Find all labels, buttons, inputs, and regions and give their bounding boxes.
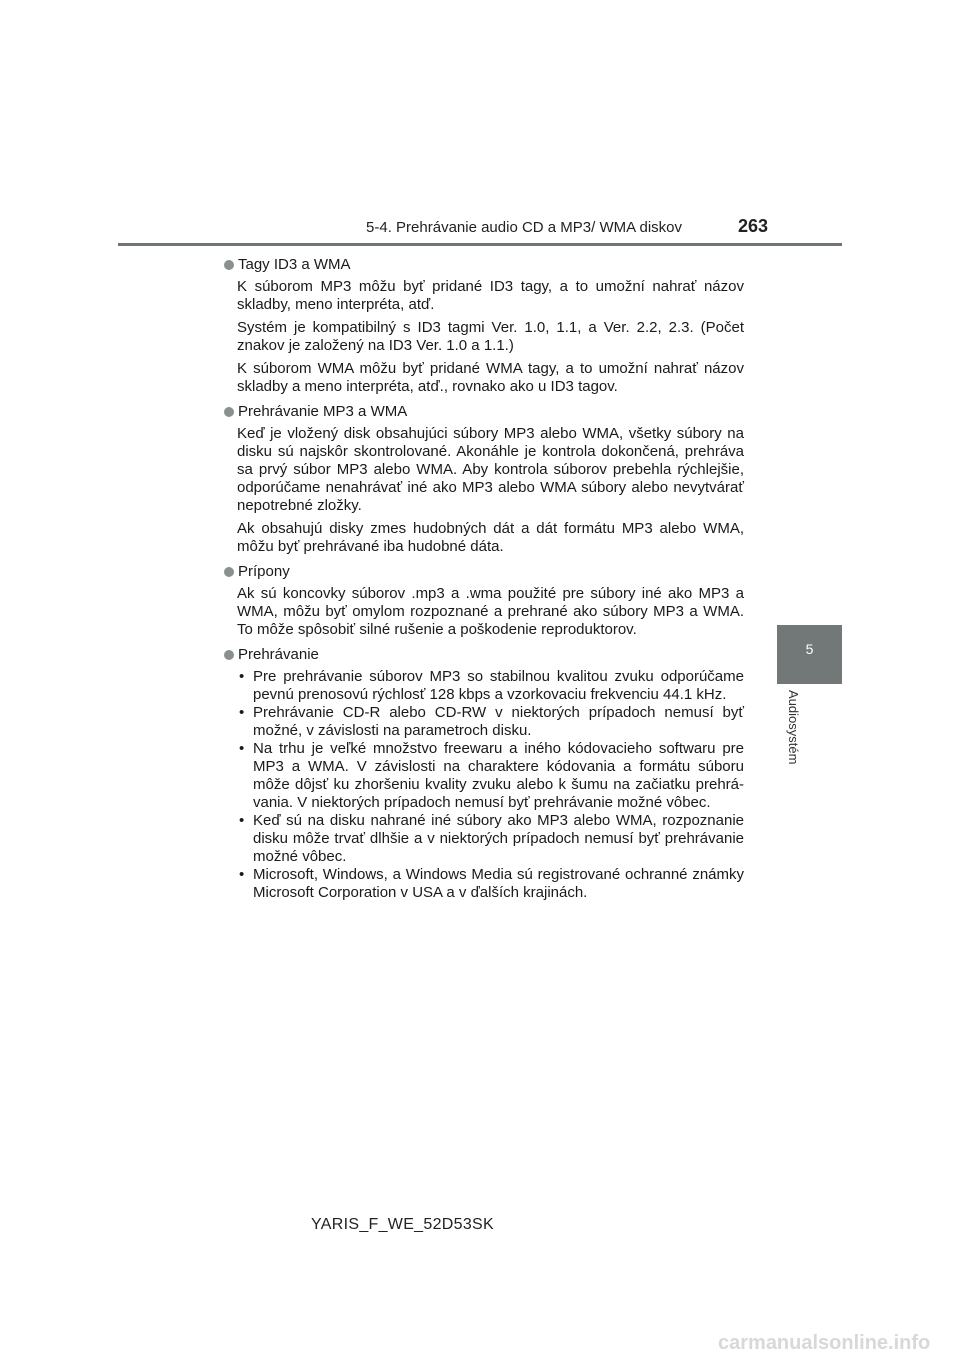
chapter-label (786, 690, 804, 810)
chapter-tab[interactable] (777, 625, 842, 684)
small-bullet-icon: • (239, 668, 245, 685)
document-code: YARIS_F_WE_52D53SK (311, 1216, 494, 1233)
small-bullet-icon: • (239, 704, 245, 721)
section-heading (224, 402, 744, 422)
paragraph: K súborom MP3 môžu byť pridané ID3 tagy, a to umožní nahrať názov skladby, meno interpréta, atď. (237, 278, 744, 313)
list-item (237, 668, 744, 704)
list-item (237, 866, 744, 902)
section-mp3-wma-playback (224, 402, 744, 556)
playback-notes-list (237, 668, 744, 902)
list-item (237, 740, 744, 812)
bullet-dot-icon (224, 407, 234, 417)
paragraph: Systém je kompatibilný s ID3 tagmi Ver. 1.0, 1.1, a Ver. 2.2, 2.3. (Počet znakov je založený na ID3 Ver. 1.0 a 1.1.) (237, 319, 744, 354)
chapter-number: 5 (805, 641, 814, 657)
header-divider (118, 243, 842, 246)
list-item-text: Microsoft, Windows, a Windows Media sú registrované ochranné známky Microsoft Corporation v USA a v ďalších krajinách. (253, 866, 744, 901)
list-item-text: Na trhu je veľké množstvo freewaru a iného kódovacieho softwaru pre MP3 a WMA. V závislosti na charaktere kódovania a formátu súboru môže dôjsť ku zhoršeniu kvality zvuku alebo k šumu na začiatku prehrá-vania. V niektorých prípadoch nemusí byť prehrávanie možné vôbec. (253, 740, 744, 811)
section-file-extensions (224, 562, 744, 639)
section-heading (224, 562, 744, 582)
paragraph: Keď je vložený disk obsahujúci súbory MP3 alebo WMA, všetky súbory na disku sú najskôr skontrolované. Akonáhle je kontrola dokončená, prehráva sa prvý súbor MP3 alebo WMA. Aby kontrola súborov prebehla rýchlejšie, odporúčame nenahrávať iné ako MP3 alebo WMA súbory alebo nevytvárať nepotrebné zložky. (237, 425, 744, 514)
paragraph: Ak obsahujú disky zmes hudobných dát a dát formátu MP3 alebo WMA, môžu byť prehrávané iba hudobné dáta. (237, 520, 744, 555)
section-heading-text: Prehrávanie (238, 646, 319, 663)
section-id3-tags (224, 255, 744, 396)
bullet-dot-icon (224, 650, 234, 660)
section-heading (224, 645, 744, 665)
page-number: 263 (738, 216, 769, 236)
list-item-text: Pre prehrávanie súborov MP3 so stabilnou kvalitou zvuku odporúčame pevnú prenosovú rýchlosť 128 kbps a vzorkovaciu frekvenciu 44.1 kHz. (253, 668, 744, 703)
page-body (224, 255, 744, 908)
watermark-logo[interactable]: carmanualsonline.info (718, 1332, 931, 1354)
section-heading-text: Prehrávanie MP3 a WMA (238, 403, 408, 420)
list-item (237, 812, 744, 866)
small-bullet-icon: • (239, 740, 245, 757)
list-item-text: Prehrávanie CD-R alebo CD-RW v niektorých prípadoch nemusí byť možné, v závislosti na parametroch disku. (253, 704, 744, 739)
small-bullet-icon: • (239, 812, 245, 829)
section-heading-text: Tagy ID3 a WMA (238, 256, 351, 273)
section-title: 5-4. Prehrávanie audio CD a MP3/ WMA diskov (366, 219, 682, 236)
page-header (0, 0, 960, 250)
section-playback (224, 645, 744, 902)
small-bullet-icon: • (239, 866, 245, 883)
bullet-dot-icon (224, 260, 234, 270)
list-item-text: Keď sú na disku nahrané iné súbory ako MP3 alebo WMA, rozpoznanie disku môže trvať dlhšie a v niektorých prípadoch nemusí byť prehrávanie možné vôbec. (253, 812, 744, 865)
paragraph: K súborom WMA môžu byť pridané WMA tagy, a to umožní nahrať názov skladby a meno interpréta, atď., rovnako ako u ID3 tagov. (237, 360, 744, 395)
section-heading-text: Prípony (238, 563, 290, 580)
bullet-dot-icon (224, 567, 234, 577)
list-item (237, 704, 744, 740)
section-heading (224, 255, 744, 275)
paragraph: Ak sú koncovky súborov .mp3 a .wma použité pre súbory iné ako MP3 a WMA, môžu byť omylom rozpoznané a prehrané ako súbory MP3 a WMA. To môže spôsobiť silné rušenie a poškodenie reproduktorov. (237, 585, 744, 638)
chapter-label-text: Audiosystém (786, 690, 801, 765)
